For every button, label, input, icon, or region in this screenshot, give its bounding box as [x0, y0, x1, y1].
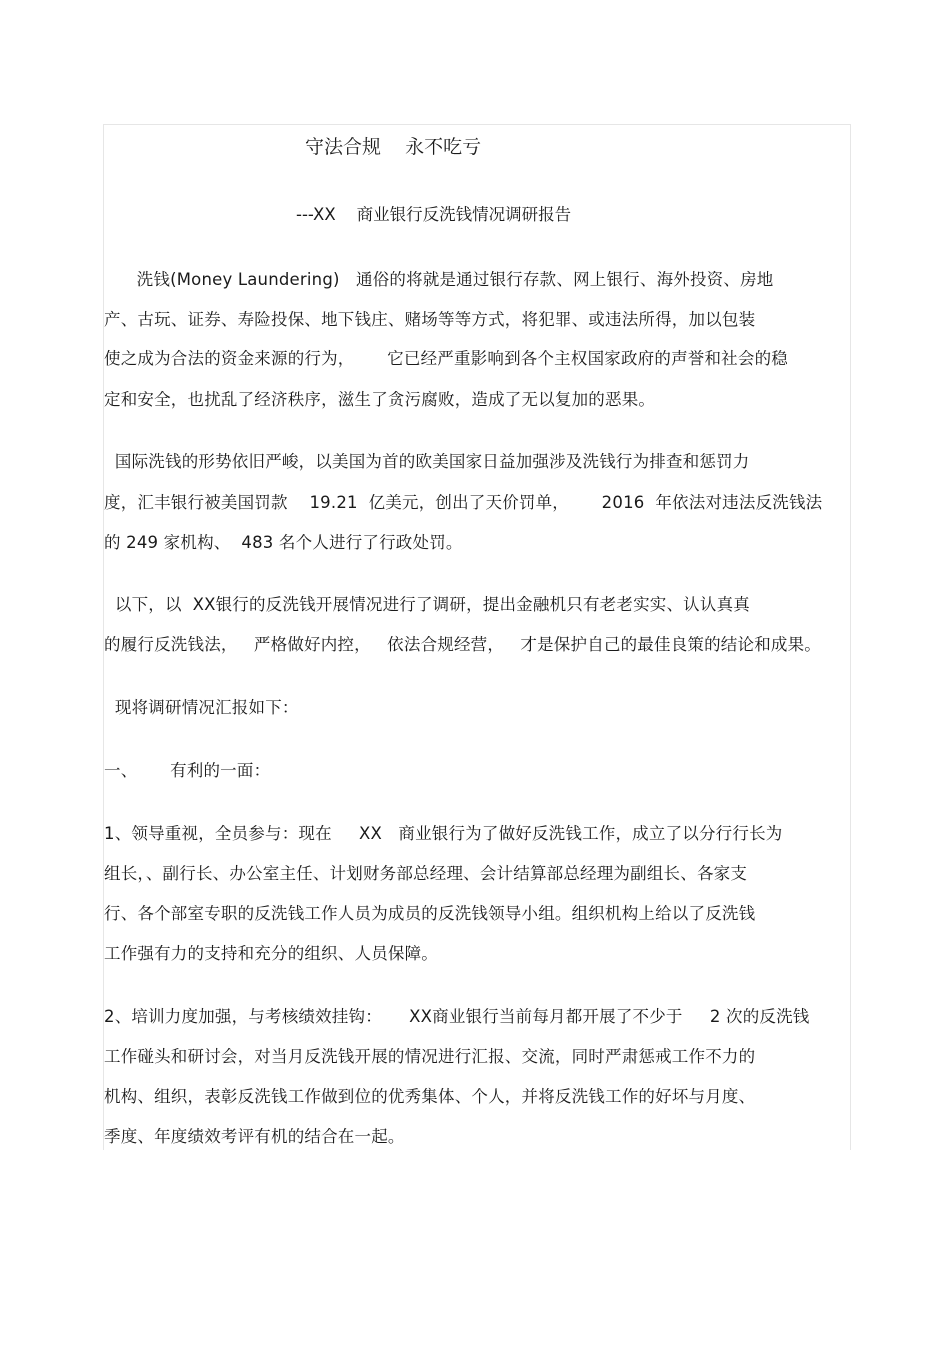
item-2-line-2: 工作碰头和研讨会，对当月反洗钱开展的情况进行汇报、交流，同时严肃惩戒工作不力的 [104, 1047, 756, 1066]
paragraph-1-line-1: 洗钱(Money Laundering) 通俗的将就是通过银行存款、网上银行、海外投资、房地 [104, 270, 774, 289]
item-2-line-3: 机构、组织，表彰反洗钱工作做到位的优秀集体、个人，并将反洗钱工作的好坏与月度、 [104, 1087, 756, 1106]
paragraph-2-line-1: 国际洗钱的形势依旧严峻，以美国为首的欧美国家日益加强涉及洗钱行为排查和惩罚力 [104, 452, 750, 471]
item-2-line-4: 季度、年度绩效考评有机的结合在一起。 [104, 1127, 405, 1146]
document-title: 守法合规 永不吃亏 [305, 136, 482, 158]
paragraph-2-line-3: 的 249 家机构、 483 名个人进行了行政处罚。 [104, 533, 463, 552]
document-subtitle: ---XX 商业银行反洗钱情况调研报告 [296, 205, 572, 224]
paragraph-2-line-2: 度，汇丰银行被美国罚款 19.21 亿美元，创出了天价罚单， 2016 年依法对违法反洗钱法 [104, 493, 823, 512]
paragraph-1-line-3: 使之成为合法的资金来源的行为， 它已经严重影响到各个主权国家政府的声誉和社会的稳 [104, 349, 788, 368]
item-2-line-1: 2、培训力度加强，与考核绩效挂钩： XX商业银行当前每月都开展了不少于 2 次的反洗钱 [104, 1007, 810, 1026]
paragraph-3-line-1: 以下，以 XX银行的反洗钱开展情况进行了调研，提出金融机只有老老实实、认认真真 [104, 595, 750, 614]
paragraph-3-line-2: 的履行反洗钱法， 严格做好内控， 依法合规经营， 才是保护自己的最佳良策的结论和成果。 [104, 635, 822, 654]
paragraph-1-line-4: 定和安全，也扰乱了经济秩序，滋生了贪污腐败，造成了无以复加的恶果。 [104, 390, 656, 409]
section-heading-1: 一、 有利的一面： [104, 761, 271, 780]
item-1-line-2: 组长，、副行长、办公室主任、计划财务部总经理、会计结算部总经理为副组长、各家支 [104, 864, 748, 883]
paragraph-4-line-1: 现将调研情况汇报如下： [104, 698, 299, 717]
item-1-line-1: 1、领导重视，全员参与：现在 XX 商业银行为了做好反洗钱工作，成立了以分行行长为 [104, 824, 783, 843]
item-1-line-3: 行、各个部室专职的反洗钱工作人员为成员的反洗钱领导小组。组织机构上给以了反洗钱 [104, 904, 756, 923]
item-1-line-4: 工作强有力的支持和充分的组织、人员保障。 [104, 944, 438, 963]
paragraph-1-line-2: 产、古玩、证券、寿险投保、地下钱庄、赌场等等方式，将犯罪、或违法所得，加以包装 [104, 310, 756, 329]
